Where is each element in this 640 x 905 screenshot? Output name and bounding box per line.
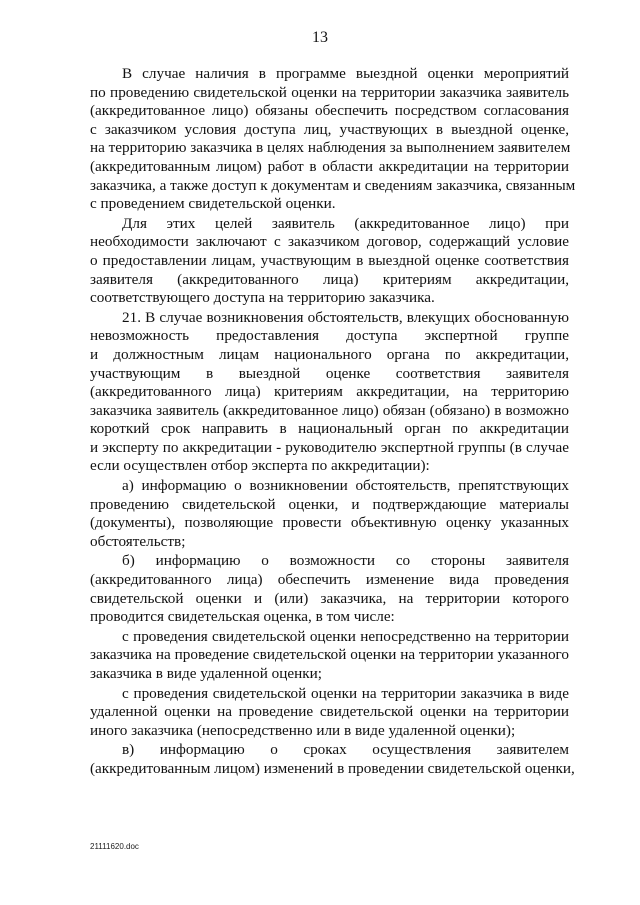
text-line: 21. В случае возникновения обстоятельств, влекущих обоснованную [122, 308, 569, 326]
paragraph [90, 552, 569, 626]
text-line: с проведения свидетельской оценки непосредственно на территории [122, 627, 569, 645]
text-line: с проведением свидетельской оценки. [90, 195, 336, 213]
text-line: и должностным лицам национального органа по аккредитации, [90, 345, 569, 363]
text-line: (документы), позволяющие провести объективную оценку указанных [90, 514, 569, 532]
text-line: Для этих целей заявитель (аккредитованное лицо) при [122, 214, 569, 232]
text-line: по проведению свидетельской оценки на территории заказчика заявитель [90, 83, 569, 101]
text-line: заявителя (аккредитованного лица) критериям аккредитации, [90, 270, 569, 288]
text-line: (аккредитованного лица) критериям аккредитации, на территорию [90, 383, 569, 401]
text-line: (аккредитованного лица) обеспечить изменение вида проведения [90, 571, 569, 589]
paragraph [90, 477, 569, 551]
paragraph [90, 309, 569, 476]
paragraph [90, 628, 569, 684]
text-line: иного заказчика (непосредственно или в виде удаленной оценки); [90, 721, 516, 739]
text-line: на территорию заказчика в целях наблюдения за выполнением заявителем [90, 139, 571, 157]
text-line: проводится свидетельская оценка, в том числе: [90, 608, 395, 626]
text-line: и эксперту по аккредитации - руководителю экспертной группы (в случае [90, 438, 569, 456]
text-line: в) информацию о сроках осуществления заявителем [122, 741, 569, 759]
text-line: заказчика на проведение свидетельской оценки на территории указанного [90, 646, 569, 664]
text-line: участвующим в выездной оценке соответствия заявителя [90, 364, 569, 382]
text-line: невозможность предоставления доступа экспертной группе [90, 327, 569, 345]
text-line: о предоставлении лицам, участвующим в выездной оценке соответствия [90, 251, 569, 269]
text-line: обстоятельств; [90, 532, 186, 550]
text-line: необходимости заключают с заказчиком договор, содержащий условие [90, 233, 569, 251]
text-line: заказчика в виде удаленной оценки; [90, 665, 322, 682]
text-line: с проведения свидетельской оценки на территории заказчика в виде [122, 684, 569, 702]
text-line: В случае наличия в программе выездной оценки мероприятий [122, 65, 569, 82]
paragraph [90, 65, 576, 214]
text-line: короткий срок направить в национальный орган по аккредитации [90, 420, 569, 438]
text-line: с заказчиком условия доступа лиц, участвующих в выездной оценке, [90, 120, 569, 138]
text-line: б) информацию о возможности со стороны заявителя [122, 552, 569, 570]
paragraph [90, 741, 575, 778]
text-line: заказчика заявитель (аккредитованное лицо) обязан (обязано) в возможно [90, 401, 569, 419]
paragraph [90, 215, 569, 308]
text-line: удаленной оценки на проведение свидетельской оценки на территории [90, 703, 569, 721]
text-line: а) информацию о возникновении обстоятельств, препятствующих [122, 477, 569, 495]
footer-filename: 21111620.doc [90, 842, 139, 851]
text-line: проведению свидетельской оценки, и подтверждающие материалы [90, 495, 569, 513]
text-line: (аккредитованное лицо) обязаны обеспечить посредством согласования [90, 102, 569, 120]
text-line: свидетельской оценки и (или) заказчика, на территории которого [90, 589, 569, 607]
text-line: (аккредитованным лицом) работ в области аккредитации на территории [90, 157, 569, 175]
text-line: соответствующего доступа на территорию заказчика. [90, 289, 435, 307]
document-body [90, 65, 576, 779]
text-line: (аккредитованным лицом) изменений в проведении свидетельской оценки, [90, 759, 575, 777]
text-line: если осуществлен отбор эксперта по аккредитации): [90, 457, 430, 475]
text-line: заказчика, а также доступ к документам и сведениям заказчика, связанным [90, 176, 576, 194]
paragraph [90, 685, 569, 741]
page-number: 13 [312, 29, 328, 46]
